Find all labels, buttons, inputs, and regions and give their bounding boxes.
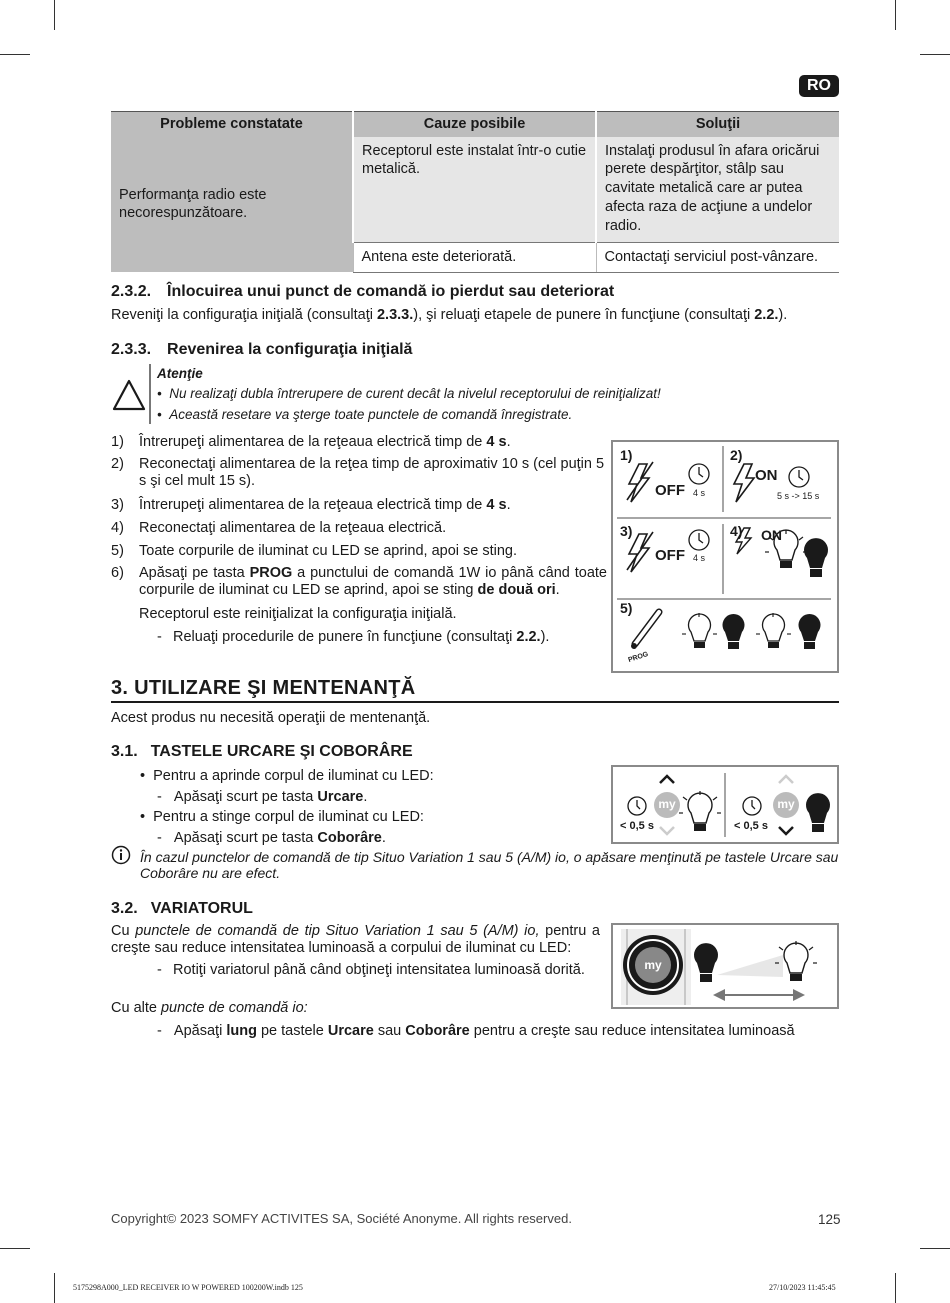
- long-press-instruction: - Apăsaţi lung pe tastele Urcare sau Coborâre pentru a creşte sau reduce intensitatea luminoasă: [157, 1023, 795, 1039]
- bulb-on-icon: [756, 613, 791, 648]
- section-heading-2-3-2: 2.3.2. Înlocuirea unui punct de comandă io pierdut sau deteriorat: [111, 283, 615, 300]
- on-label: ON: [755, 467, 778, 484]
- bulb-off-icon: [694, 943, 718, 982]
- bulb-on-icon: [679, 791, 721, 831]
- bulb-off-icon: [723, 614, 745, 649]
- off-label: OFF: [655, 482, 685, 499]
- variator-intro: Cu punctele de comandă de tip Situo Variation 1 sau 5 (A/M) io, pentru a creşte sau reduce intensitatea luminoasă a corpului de iluminat cu LED:: [111, 923, 600, 956]
- on-label: ON: [761, 527, 782, 543]
- panel-label: 4): [730, 523, 743, 539]
- prog-label: PROG: [627, 650, 650, 665]
- crop-mark: [54, 0, 55, 30]
- warning-item: • Nu realizaţi dubla întrerupere de curent decât la nivelul receptorului de reiniţializat!: [157, 386, 661, 401]
- language-badge: RO: [799, 75, 839, 97]
- my-label: my: [777, 797, 795, 811]
- crop-mark: [920, 54, 950, 55]
- info-icon: [111, 845, 131, 871]
- section-heading-2-3-3: 2.3.3. Revenirea la configuraţia iniţială: [111, 341, 413, 358]
- duration-label: 4 s: [693, 553, 706, 563]
- up-down-keys-figure: [611, 765, 839, 844]
- list-item: 4) Reconectaţi alimentarea de la reţeaua electrică.: [111, 520, 447, 536]
- chapter-intro: Acest produs nu necesită operaţii de mentenanţă.: [111, 710, 431, 726]
- crop-mark: [895, 0, 896, 30]
- crop-mark: [54, 1273, 55, 1303]
- my-label: my: [644, 958, 662, 972]
- bulb-on-icon: [682, 613, 717, 648]
- off-label: OFF: [655, 547, 685, 564]
- table-header: Soluţii: [596, 112, 839, 137]
- warning-item: • Această resetare va şterge toate punctele de comandă înregistrate.: [157, 407, 573, 422]
- section-heading-3-2: 3.2. VARIATORUL: [111, 900, 253, 917]
- list-item: 1) Întrerupeţi alimentarea de la reţeaua electrică timp de 4 s.: [111, 434, 511, 450]
- my-label: my: [658, 797, 676, 811]
- list-item: 3) Întrerupeţi alimentarea de la reţeaua electrică timp de 4 s.: [111, 497, 511, 513]
- reset-procedure-figure: [611, 440, 839, 673]
- print-timestamp: 27/10/2023 11:45:45: [769, 1283, 836, 1292]
- power-on-icon: [734, 464, 754, 502]
- bulb-off-icon: [806, 793, 830, 832]
- warning-divider: [149, 364, 151, 424]
- panel-label: 5): [620, 600, 633, 616]
- section-2-3-2-text: Reveniţi la configuraţia iniţială (consultaţi 2.3.3.), şi reluaţi etapele de punere în funcţiune (consultaţi 2.2.).: [111, 307, 788, 323]
- duration-label: < 0,5 s: [620, 820, 654, 832]
- bulb-off-icon: [799, 614, 821, 649]
- chapter-heading: 3. UTILIZARE ŞI MENTENANŢĂ: [111, 677, 416, 699]
- duration-label: < 0,5 s: [734, 820, 768, 832]
- up-arrow-icon: [660, 776, 674, 783]
- variator-instruction: - Rotiţi variatorul până când obţineţi intensitatea luminoasă dorită.: [157, 962, 585, 978]
- cause-cell: Receptorul este instalat într-o cutie metalică.: [353, 137, 596, 243]
- reset-steps-list: [111, 433, 607, 647]
- timer-icon: [628, 797, 646, 815]
- cause-cell: Antena este deteriorată.: [353, 243, 596, 273]
- variator-figure: [611, 923, 839, 1009]
- problem-cell: Performanţa radio este necorespunzătoare.: [111, 137, 353, 273]
- table-header: Probleme constatate: [111, 112, 353, 137]
- duration-label: 4 s: [693, 488, 706, 498]
- table-header: Cauze posibile: [353, 112, 596, 137]
- list-item: - Apăsaţi scurt pe tasta Coborâre.: [157, 830, 386, 846]
- table-row: [111, 137, 839, 243]
- down-arrow-icon: [660, 827, 674, 834]
- timer-icon: [689, 464, 709, 484]
- resume-instruction: - Reluaţi procedurile de punere în funcţiune (consultaţi 2.2.).: [157, 629, 550, 645]
- warning-icon: [112, 378, 146, 418]
- pen-pressing-prog-icon: [631, 612, 659, 649]
- crop-mark: [0, 54, 30, 55]
- timer-icon: [789, 467, 809, 487]
- section-heading-3-1: 3.1. TASTELE URCARE ŞI COBORÂRE: [111, 743, 413, 760]
- crop-mark: [0, 1248, 30, 1249]
- list-item: • Pentru a stinge corpul de iluminat cu LED:: [140, 809, 424, 825]
- down-arrow-icon: [779, 827, 793, 834]
- timer-icon: [689, 530, 709, 550]
- crop-mark: [920, 1248, 950, 1249]
- duration-label: 5 s -> 15 s: [777, 491, 820, 501]
- list-item: 6) Apăsaţi pe tasta PROG a punctului de comandă 1W io până când toate corpurile de iluminat cu LED se aprind, apoi se sting de două ori.: [111, 565, 607, 598]
- crop-mark: [895, 1273, 896, 1303]
- other-controls-text: Cu alte puncte de comandă io:: [111, 1000, 308, 1016]
- reset-result: Receptorul este reiniţializat la configuraţia iniţială.: [139, 606, 457, 622]
- list-item: 2) Reconectaţi alimentarea de la reţea timp de aproximativ 10 s (cel puţin 5 s şi cel mult 15 s).: [111, 456, 605, 489]
- heading-rule: [111, 701, 839, 703]
- copyright-footer: Copyright© 2023 SOMFY ACTIVITES SA, Société Anonyme. All rights reserved.: [111, 1211, 572, 1226]
- panel-label: 2): [730, 447, 743, 463]
- list-item: - Apăsaţi scurt pe tasta Urcare.: [157, 789, 368, 805]
- solution-cell: Instalaţi produsul în afara oricărui perete despărţitor, stâlp sau cavitate metalică care ar putea afecta raza de acţiune a undelor radio.: [596, 137, 839, 243]
- panel-label: 1): [620, 447, 633, 463]
- print-slug: 5175298A000_LED RECEIVER IO W POWERED 100200W.indb 125: [73, 1283, 303, 1292]
- list-item: • Pentru a aprinde corpul de iluminat cu LED:: [140, 768, 434, 784]
- troubleshooting-table: [111, 111, 839, 273]
- solution-cell: Contactaţi serviciul post-vânzare.: [596, 243, 839, 273]
- double-arrow-icon: [713, 989, 805, 1001]
- info-note: În cazul punctelor de comandă de tip Situo Variation 1 sau 5 (A/M) io, o apăsare menţinută pe tastele Urcare sau Coborâre nu are efect.: [140, 849, 839, 882]
- bulb-off-icon: [804, 538, 828, 577]
- page-number: 125: [818, 1212, 841, 1227]
- panel-label: 3): [620, 523, 633, 539]
- power-off-icon: [627, 462, 653, 502]
- warning-title: Atenţie: [157, 366, 203, 381]
- list-item: 5) Toate corpurile de iluminat cu LED se aprind, apoi se sting.: [111, 543, 518, 559]
- up-arrow-icon: [779, 776, 793, 783]
- timer-icon: [743, 797, 761, 815]
